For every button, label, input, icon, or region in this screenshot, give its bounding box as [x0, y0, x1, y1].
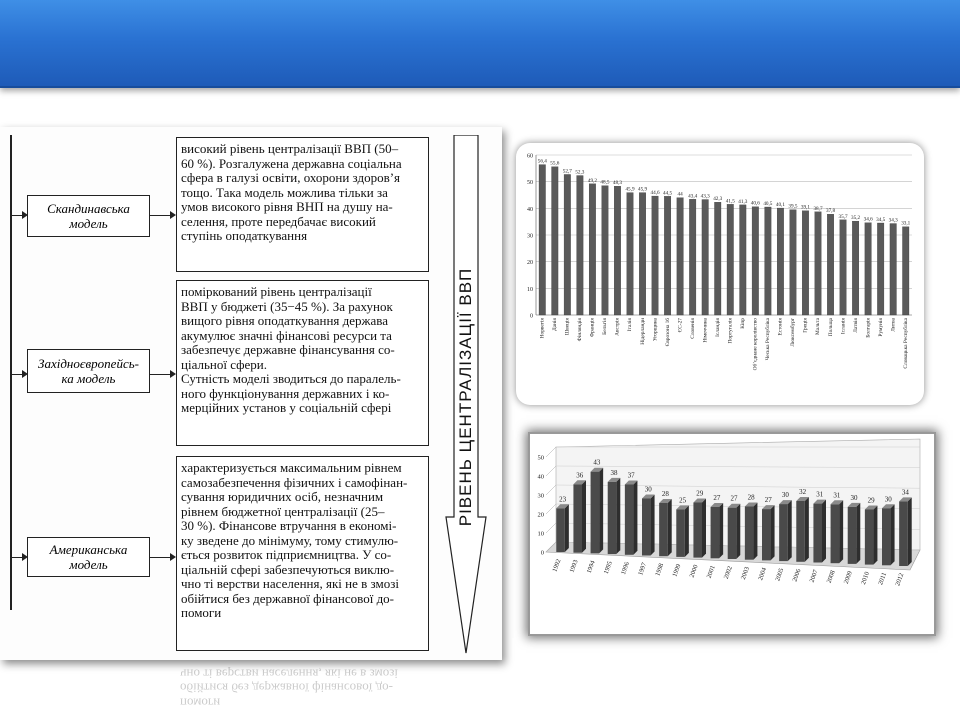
- bar-side: [873, 506, 877, 565]
- category-label: 1998: [654, 562, 666, 578]
- bar: [762, 509, 771, 560]
- bar: [840, 220, 847, 315]
- data-label: 52,7: [562, 168, 572, 175]
- tax-burden-chart-card: [516, 143, 924, 405]
- centralization-3d-bar-chart: [530, 434, 934, 634]
- bar: [642, 499, 651, 556]
- category-label: Італія: [627, 318, 634, 332]
- bar: [813, 504, 822, 563]
- y-tick-label: 20: [537, 511, 544, 519]
- arrow-to-western: [12, 374, 26, 375]
- data-label: 34,3: [888, 217, 898, 224]
- category-label: Литва: [890, 318, 897, 332]
- data-label: 23: [559, 495, 567, 504]
- y-tick-label: 50: [537, 454, 544, 462]
- category-label: 1994: [585, 559, 597, 575]
- category-label: Норвегія: [539, 318, 546, 339]
- category-label: Кіпр: [740, 318, 747, 329]
- data-label: 34,5: [876, 217, 886, 223]
- data-label: 32: [799, 488, 807, 496]
- centralization-level-label: РІВЕНЬ ЦЕНТРАЛІЗАЦІЇ ВВП: [456, 267, 475, 527]
- category-label: Данія: [552, 318, 559, 331]
- bar: [639, 193, 646, 315]
- bar-side: [616, 478, 620, 554]
- data-label: 28: [747, 493, 755, 502]
- y-tick-label: 40: [537, 473, 544, 481]
- data-label: 44,6: [650, 190, 660, 197]
- bar: [728, 508, 737, 559]
- data-label: 36: [576, 471, 584, 480]
- category-label: Нідерланди: [639, 318, 646, 345]
- data-label: 31: [816, 490, 824, 499]
- bar: [539, 165, 546, 315]
- arrow-to-american: [12, 557, 26, 558]
- bar: [779, 504, 788, 561]
- category-label: 2000: [688, 563, 700, 579]
- category-label: 1993: [568, 558, 580, 574]
- bar: [831, 504, 840, 563]
- data-label: 40,6: [750, 200, 760, 207]
- bar: [790, 210, 797, 315]
- category-label: 2006: [791, 568, 803, 583]
- models-figure: [0, 127, 502, 660]
- bar: [877, 223, 884, 315]
- y-tick-label: 10: [527, 286, 533, 293]
- category-label: 1992: [551, 558, 563, 573]
- category-label: Польща: [827, 318, 834, 337]
- data-label: 29: [696, 489, 704, 498]
- bar-side: [668, 499, 672, 556]
- bar-side: [771, 505, 775, 560]
- bar: [614, 186, 621, 315]
- category-label: 2008: [825, 569, 837, 585]
- category-label: Португалія: [727, 318, 734, 344]
- bar-side: [805, 497, 809, 562]
- bar: [589, 184, 596, 315]
- desc-western-european: поміркований рівень централізації ВВП у бюджеті (35−45 %). За рахунок вищого рівня оподаткування держава акумулює значні фінансові ресурси та забезпечує державне фінансування со- ціальної сфери. Сутність моделі зводиться до паралель- ного функціонування державних і ко- мерційних установ у соціальній сфері: [176, 280, 429, 446]
- desc-american: характеризується максимальним рівнем самозабезпечення фізичних і самофінан- сування юридичних осіб, незначним рівнем бюджетної централізації (25– 30 %). Фінансове втручання в економі- ку зведене до мінімуму, тому стимулю- ється розвиток підприємництва. У со- ціальній сфері забезпечуються виклю- чно ті верстви населення, які не в змозі обійтися без державної фінансової до- помоги: [176, 456, 429, 651]
- bar: [852, 221, 859, 315]
- arrow-western-to-desc: [150, 374, 174, 375]
- data-label: 52,3: [575, 169, 585, 176]
- title-banner: [0, 0, 960, 88]
- category-label: 2003: [739, 565, 752, 581]
- category-label: Швеція: [564, 318, 571, 336]
- bar: [627, 193, 634, 315]
- category-label: Люксембург: [790, 318, 797, 347]
- bar: [848, 507, 857, 564]
- category-label: 2010: [859, 570, 872, 586]
- data-label: 48,5: [600, 179, 610, 186]
- data-label: 37,8: [825, 208, 836, 215]
- bar-side: [565, 504, 569, 552]
- data-label: 56,4: [537, 158, 547, 165]
- category-label: 1995: [602, 560, 614, 576]
- data-label: 39,5: [788, 203, 798, 210]
- bar: [899, 501, 908, 566]
- y-tick-label: 20: [527, 260, 533, 267]
- bar-side: [633, 481, 637, 555]
- y-tick-label: 60: [527, 153, 533, 160]
- bar-side: [599, 468, 603, 554]
- y-tick-label: 10: [537, 530, 544, 538]
- arrow-to-scandinavian: [12, 215, 26, 216]
- bar: [608, 482, 617, 554]
- data-label: 30: [884, 495, 892, 504]
- bar-side: [856, 503, 860, 564]
- data-label: 39,1: [800, 204, 811, 211]
- category-label: 2011: [877, 571, 889, 586]
- data-label: 45,9: [625, 186, 635, 193]
- bar: [591, 472, 600, 554]
- data-label: 27: [764, 496, 772, 505]
- bar: [827, 214, 834, 315]
- bar: [711, 507, 720, 558]
- model-box-western-european: Західноєвропейсь- ка модель: [27, 349, 150, 393]
- bar: [740, 205, 747, 315]
- category-label: 2002: [722, 565, 734, 580]
- data-label: 30: [781, 491, 789, 500]
- data-label: 55,6: [550, 160, 560, 167]
- bar-side: [822, 500, 826, 563]
- data-label: 35,7: [838, 213, 848, 220]
- model-box-american: Американська модель: [27, 537, 150, 577]
- bar-side: [702, 499, 706, 558]
- arrow-american-to-desc: [150, 557, 174, 558]
- bar-side: [736, 504, 740, 559]
- category-label: Чеська Республіка: [765, 318, 772, 361]
- bar-side: [908, 497, 912, 566]
- ukraine-centralization-chart-card: [528, 432, 936, 636]
- data-label: 45,9: [637, 186, 648, 193]
- data-label: 25: [679, 496, 687, 505]
- bar-side: [685, 505, 689, 557]
- category-label: Латвія: [852, 318, 859, 333]
- gridline: [546, 504, 556, 514]
- category-label: Угорщина: [652, 318, 659, 342]
- data-label: 33,1: [901, 220, 911, 227]
- gridline: [546, 523, 556, 533]
- category-label: 1996: [619, 561, 632, 576]
- bar: [802, 211, 809, 315]
- category-label: 2004: [757, 566, 769, 582]
- category-label: 1997: [637, 561, 649, 577]
- category-label: Словенія: [689, 318, 696, 339]
- category-label: Мальта: [815, 318, 822, 335]
- category-label: Естонія: [777, 318, 784, 336]
- category-label: 2007: [808, 568, 820, 584]
- gridline: [546, 447, 556, 457]
- y-tick-label: 0: [530, 313, 533, 320]
- data-label: 34,6: [863, 216, 873, 223]
- y-tick-label: 50: [527, 180, 533, 187]
- category-label: 2005: [774, 567, 786, 583]
- y-tick-label: 30: [527, 233, 533, 240]
- data-label: 27: [730, 494, 738, 503]
- bar: [727, 204, 734, 315]
- data-label: 41,5: [725, 198, 735, 205]
- category-label: Франція: [589, 318, 596, 338]
- data-label: 27: [713, 494, 721, 502]
- y-tick-label: 0: [540, 549, 544, 557]
- data-label: 35,2: [851, 215, 861, 222]
- figure-reflection: [0, 662, 502, 720]
- category-label: Словацька Республіка: [902, 318, 909, 369]
- bar: [745, 507, 754, 560]
- bar: [752, 207, 759, 315]
- bar: [689, 199, 696, 315]
- category-label: 2001: [705, 564, 717, 580]
- bar: [902, 227, 909, 315]
- data-label: 41,3: [738, 198, 748, 205]
- data-label: 40,5: [763, 201, 773, 207]
- bar: [676, 509, 685, 557]
- gridline: [546, 466, 556, 476]
- bar: [564, 174, 571, 315]
- bar: [652, 196, 659, 315]
- data-label: 44,5: [663, 190, 673, 197]
- category-label: Болгарія: [865, 318, 872, 338]
- data-label: 38: [610, 468, 618, 477]
- reflection-text: помоги обійтися без державної фінансової до- чно ті верстви населення, які не в змозі: [180, 666, 398, 711]
- bar: [659, 503, 668, 556]
- category-label: 1999: [671, 563, 683, 578]
- category-label: Бельгія: [602, 318, 609, 335]
- bar-side: [891, 504, 895, 565]
- bar: [602, 186, 609, 315]
- data-label: 42,3: [713, 196, 723, 203]
- data-label: 44: [677, 191, 683, 198]
- category-label: Греція: [802, 318, 809, 333]
- data-label: 29: [867, 496, 875, 505]
- data-label: 40,1: [775, 202, 785, 209]
- bar: [890, 224, 897, 315]
- category-label: Єврозона 16: [664, 318, 671, 347]
- bar: [882, 508, 891, 565]
- bar: [577, 176, 584, 315]
- bar: [552, 167, 559, 315]
- data-label: 28: [661, 490, 669, 498]
- bar: [664, 196, 671, 315]
- category-label: Австрія: [614, 318, 621, 336]
- bar: [865, 223, 872, 315]
- bar: [693, 503, 702, 558]
- category-label: Ісландія: [714, 318, 721, 337]
- model-box-scandinavian: Скандинавська модель: [27, 195, 150, 237]
- data-label: 38,7: [813, 205, 823, 212]
- category-label: Румунія: [877, 318, 884, 337]
- desc-scandinavian: високий рівень централізації ВВП (50– 60 %). Розгалужена державна соціальна сфера в галузі освіти, охорони здоров’я тощо. Така модель можлива тільки за умов високого рівня ВНП на душу на- селення, проте передбачає високий ступінь оподаткування: [176, 137, 429, 272]
- bar: [556, 508, 565, 552]
- bar: [815, 212, 822, 315]
- data-label: 37: [627, 471, 635, 480]
- category-label: ЄС-27: [677, 318, 684, 333]
- data-label: 30: [850, 493, 858, 502]
- bar-side: [753, 503, 757, 560]
- bar: [865, 510, 874, 565]
- category-label: Ісланія: [840, 318, 847, 335]
- data-label: 49,2: [587, 177, 597, 184]
- gridline: [546, 485, 556, 495]
- data-label: 34: [901, 488, 909, 497]
- data-label: 43: [593, 458, 601, 467]
- bar: [702, 200, 709, 315]
- bar: [677, 198, 684, 315]
- bar: [777, 208, 784, 315]
- bar: [714, 202, 721, 315]
- y-tick-label: 40: [527, 206, 533, 213]
- bar-side: [582, 480, 586, 552]
- left-axis-line: [10, 135, 12, 610]
- category-label: 2009: [842, 570, 854, 585]
- bar: [765, 207, 772, 315]
- category-label: Німеччина: [702, 318, 709, 343]
- category-label: Об’єднане королівство: [752, 318, 759, 371]
- data-label: 43,3: [700, 193, 710, 200]
- bar: [796, 501, 805, 562]
- data-label: 43,4: [688, 193, 698, 200]
- data-label: 30: [644, 485, 652, 494]
- bar: [625, 485, 634, 555]
- bar: [573, 484, 582, 552]
- data-label: 31: [833, 491, 841, 500]
- bar-side: [651, 495, 655, 556]
- category-label: 2012: [894, 572, 906, 587]
- bar-side: [719, 503, 723, 558]
- tax-burden-bar-chart: [516, 143, 924, 405]
- data-label: 48,3: [612, 180, 623, 187]
- arrow-scandinavian-to-desc: [150, 215, 174, 216]
- y-tick-label: 30: [537, 492, 544, 500]
- bar-side: [788, 500, 792, 561]
- category-label: Фінляндія: [577, 318, 584, 342]
- bar-side: [839, 500, 843, 563]
